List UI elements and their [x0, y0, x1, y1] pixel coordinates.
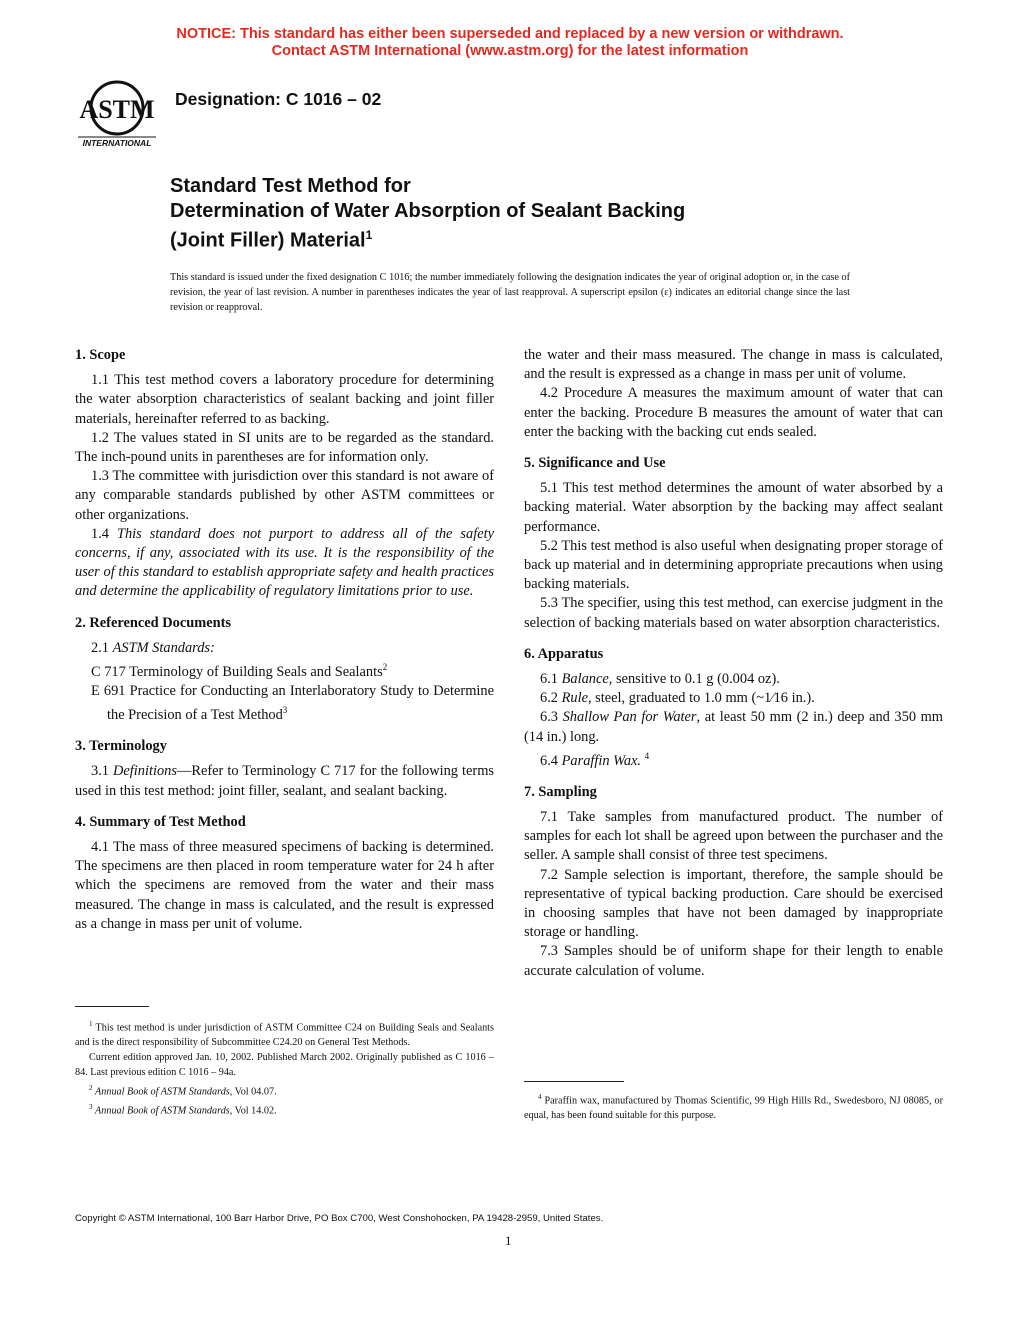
document-title	[170, 174, 930, 253]
footnotes-left	[75, 1017, 494, 1119]
copyright: Copyright © ASTM International, 100 Barr Harbor Drive, PO Box C700, West Conshohocken, PA 19428-2959, United States.	[75, 1213, 604, 1224]
paragraph-1-3: 1.3 The committee with jurisdiction over this standard is not aware of any comparable standards published by other ASTM committees or other organizations.	[75, 468, 494, 523]
page-number: 1	[505, 1233, 512, 1248]
paragraph-4-2: 4.2 Procedure A measures the maximum amount of water that can enter the backing. Procedure B measures the amount of water that can enter the backing with the backing cut ends sealed.	[524, 385, 943, 440]
paragraph-7-3: 7.3 Samples should be of uniform shape for their length to enable accurate calculation of volume.	[524, 943, 943, 979]
section-heading-significance: 5. Significance and Use	[524, 455, 666, 472]
footnote-1-edition: Current edition approved Jan. 10, 2002. Published March 2002. Originally published as C 1016 – 84. Last previous edition C 1016 – 94a.	[75, 1051, 494, 1078]
reference-e691: E 691 Practice for Conducting an Interlaboratory Study to Determine the Precision of a Test Method$^3$	[91, 683, 494, 724]
paragraph-5-2: 5.2 This test method is also useful when designating proper storage of back up material and in determining appropriate precautions when using backing materials.	[524, 537, 943, 593]
footnote-1: $^1$ This test method is under jurisdiction of ASTM Committee C24 on Building Seals and Sealants and is the direct responsibility of Subcommittee C24.20 on General Test Methods.	[75, 1020, 494, 1049]
designation: Designation: C 1016 – 02	[175, 89, 382, 109]
title-line-3: (Joint Filler) Material$^1$	[170, 228, 373, 252]
section-heading-apparatus: 6. Apparatus	[524, 645, 604, 662]
footnote-4: $^4$ Paraffin wax, manufactured by Thomas Scientific, 99 High Hills Rd., Swedesboro, NJ 08085, or equal, has been found suitable for this purpose.	[524, 1093, 944, 1122]
superseded-notice	[0, 26, 1020, 60]
paragraph-7-1: 7.1 Take samples from manufactured product. The number of samples for each lot shall be agreed upon between the purchaser and the seller. A sample shall consist of three test specimens.	[524, 809, 943, 864]
section-heading-summary: 4. Summary of Test Method	[75, 813, 246, 830]
apparatus-balance: 6.1 Balance, sensitive to 0.1 g (0.004 oz).	[540, 671, 780, 688]
right-column	[524, 346, 943, 981]
issued-note: This standard is issued under the fixed designation C 1016; the number immediately following the designation indicates the year of original adoption or, in the case of revision, the year of last revision. A number in parentheses indicates the year of last reapproval. A superscript epsilon (ε) indicates an editorial change since the last revision or reapproval.	[170, 272, 850, 313]
section-heading-referenced: 2. Referenced Documents	[75, 614, 231, 631]
paragraph-1-1: 1.1 This test method covers a laboratory procedure for determining the water absorption characteristics of sealant backing and joint filler materials, hereinafter referred to as backing.	[75, 372, 494, 427]
paragraph-2-1: 2.1 ASTM Standards:	[91, 639, 215, 656]
paragraph-1-4: 1.4 This standard does not purport to address all of the safety concerns, if any, associated with its use. It is the responsibility of the user of this standard to establish appropriate safety and health practices and determine the applicability of regulatory limitations prior to use.	[75, 525, 494, 600]
left-column	[75, 346, 494, 932]
paragraph-4-1: 4.1 The mass of three measured specimens of backing is determined. The specimens are then placed in room temperature water for 24 h after which the specimens are removed from the water and their mass measured. The change in mass is calculated, and the result is expressed as a change in mass per unit of volume.	[75, 839, 494, 932]
reference-c717: C 717 Terminology of Building Seals and Sealants$^2$	[91, 662, 388, 680]
title-line-2: Determination of Water Absorption of Sealant Backing	[170, 199, 686, 222]
svg-text:INTERNATIONAL: INTERNATIONAL	[82, 138, 152, 148]
paragraph-3-1: 3.1 Definitions—Refer to Terminology C 717 for the following terms used in this test method: joint filler, sealant, and sealant backing.	[75, 763, 494, 799]
notice-line-2: Contact ASTM International (www.astm.org) for the latest information	[271, 43, 749, 59]
apparatus-pan: 6.3 Shallow Pan for Water, at least 50 mm (2 in.) deep and 350 mm (14 in.) long.	[524, 709, 943, 745]
title-footnote-mark: 1	[365, 228, 373, 242]
title-line-1: Standard Test Method for	[170, 175, 411, 197]
astm-logo-icon	[74, 78, 160, 150]
footnotes-right	[524, 1090, 943, 1124]
section-heading-terminology: 3. Terminology	[75, 738, 167, 755]
apparatus-rule: 6.2 Rule, steel, graduated to 1.0 mm (~1⁄16 in.).	[540, 690, 815, 707]
astm-logo	[74, 78, 160, 150]
section-heading-sampling: 7. Sampling	[524, 783, 597, 800]
section-heading-scope: 1. Scope	[75, 347, 126, 363]
paragraph-7-2: 7.2 Sample selection is important, therefore, the sample should be representative of typical backing production. Care should be exercised in choosing samples that have not been damaged by inappropriate storage or handling.	[524, 866, 943, 941]
footnote-rule-right	[524, 1081, 624, 1082]
footnote-3: $^3$ Annual Book of ASTM Standards, Vol 14.02.	[89, 1102, 277, 1117]
notice-line-1: NOTICE: This standard has either been superseded and replaced by a new version or withdrawn.	[176, 26, 844, 42]
apparatus-wax: 6.4 Paraffin Wax. $^4$	[540, 750, 650, 769]
footnote-rule-left	[75, 1006, 149, 1007]
paragraph-5-1: 5.1 This test method determines the amount of water absorbed by a backing material. Water absorption by the backing may affect sealant performance.	[524, 480, 943, 535]
paragraph-1-2: 1.2 The values stated in SI units are to be regarded as the standard. The inch-pound units in parentheses are for information only.	[75, 429, 494, 466]
paragraph-5-3: 5.3 The specifier, using this test method, can exercise judgment in the selection of backing materials based on water absorption characteristics.	[524, 595, 943, 631]
paragraph-4-1-continued: the water and their mass measured. The change in mass is calculated, and the result is expressed as a change in mass per unit of volume.	[524, 347, 943, 383]
svg-text:ASTM: ASTM	[79, 95, 155, 124]
footnote-2: $^2$ Annual Book of ASTM Standards, Vol 04.07.	[89, 1083, 277, 1097]
